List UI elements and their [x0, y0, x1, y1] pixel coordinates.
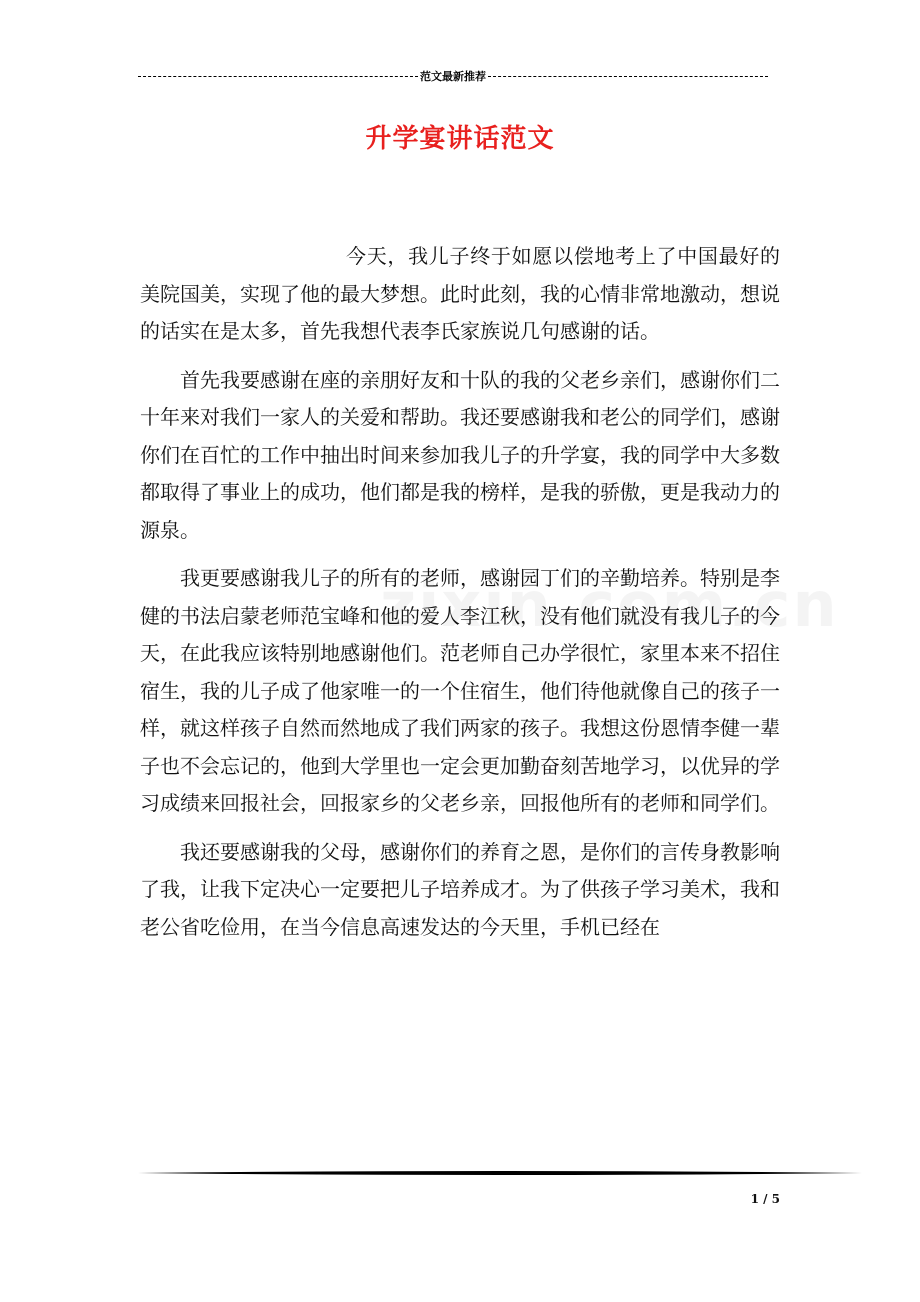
document-title: 升学宴讲话范文 — [365, 124, 555, 154]
paragraph: 我更要感谢我儿子的所有的老师，感谢园丁们的辛勤培养。特别是李健的书法启蒙老师范宝峰和他的爱人李江秋，没有他们就没有我儿子的今天，在此我应该特别地感谢他们。范老师自己办学很忙，家里本来不招住宿生，我的儿子成了他家唯一的一个住宿生，他们待他就像自己的孩子一样，就这样孩子自然而然地成了我们两家的孩子。我想这份恩情李健一辈子也不会忘记的，他到大学里也一定会更加勤奋刻苦地学习，以优异的学习成绩来回报社会，回报家乡的父老乡亲，回报他所有的老师和同学们。 — [140, 566, 780, 815]
paragraph: 首先我要感谢在座的亲朋好友和十队的我的父老乡亲们，感谢你们二十年来对我们一家人的关爱和帮助。我还要感谢我和老公的同学们，感谢你们在百忙的工作中抽出时间来参加我儿子的升学宴，我的同学中大多数都取得了事业上的成功，他们都是我的榜样，是我的骄傲，更是我动力的源泉。 — [140, 367, 780, 542]
footer-rule — [138, 1170, 862, 1176]
header-banner — [138, 66, 768, 86]
header-dashes-right — [488, 76, 768, 77]
paragraph: 我还要感谢我的父母，感谢你们的养育之恩，是你们的言传身教影响了我，让我下定决心一定要把儿子培养成才。为了供孩子学习美术，我和老公省吃俭用，在当今信息高速发达的今天里，手机已经在 — [140, 839, 780, 939]
page-number: 1 / 5 — [750, 1192, 780, 1206]
header-dashes-left — [138, 76, 418, 77]
paragraph: 今天，我儿子终于如愿以偿地考上了中国最好的美院国美，实现了他的最大梦想。此时此刻，我的心情非常地激动，想说的话实在是太多，首先我想代表李氏家族说几句感谢的话。 — [140, 244, 780, 343]
document-body — [140, 238, 780, 957]
header-banner-label: 范文最新推荐 — [420, 70, 486, 83]
